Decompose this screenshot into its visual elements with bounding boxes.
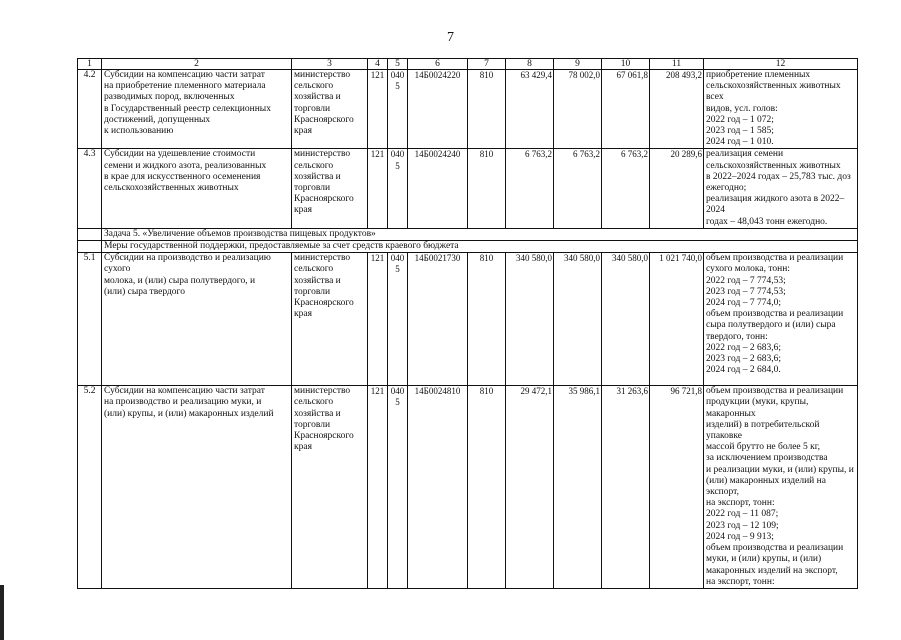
table-row bbox=[78, 386, 858, 589]
amount-2023: 35 986,1 bbox=[554, 386, 602, 589]
measure-name: Субсидии на компенсацию части затрат на производство и реализацию муки, и (или) крупы, и (или) макаронных изделий bbox=[102, 386, 292, 589]
amount-2022: 63 429,4 bbox=[506, 70, 554, 149]
task-title: Задача 5. «Увеличение объемов производства пищевых продуктов» bbox=[102, 228, 858, 240]
amount-2023: 6 763,2 bbox=[554, 149, 602, 228]
section-code: 0405 bbox=[388, 253, 408, 386]
table-row bbox=[78, 70, 858, 149]
header-cell: 9 bbox=[554, 59, 602, 70]
task-row bbox=[78, 228, 858, 240]
program-table bbox=[77, 58, 858, 589]
measure-name: Субсидии на производство и реализацию сухого молока, и (или) сыра полутвердого, и (или) сыра твердого bbox=[102, 253, 292, 386]
expense-type-code: 810 bbox=[468, 253, 506, 386]
expense-type-code: 810 bbox=[468, 149, 506, 228]
section-code: 0405 bbox=[388, 149, 408, 228]
header-cell: 6 bbox=[408, 59, 468, 70]
table-row bbox=[78, 253, 858, 386]
measure-name: Субсидии на компенсацию части затрат на приобретение племенного материала разводимых пород, включенных в Государственный реестр селекционных достижений, допущенных к использованию bbox=[102, 70, 292, 149]
header-cell: 4 bbox=[368, 59, 388, 70]
header-cell: 11 bbox=[650, 59, 704, 70]
page-number: 7 bbox=[447, 30, 454, 45]
empty-cell bbox=[78, 228, 102, 240]
expense-type-code: 810 bbox=[468, 70, 506, 149]
section-code: 0405 bbox=[388, 70, 408, 149]
grbs-code: 121 bbox=[368, 149, 388, 228]
amount-total: 1 021 740,0 bbox=[650, 253, 704, 386]
amount-2022: 29 472,1 bbox=[506, 386, 554, 589]
header-cell: 1 bbox=[78, 59, 102, 70]
amount-2022: 6 763,2 bbox=[506, 149, 554, 228]
responsible-ministry: министерство сельского хозяйства и торговли Красноярского края bbox=[292, 386, 368, 589]
target-article-code: 14Б0021730 bbox=[408, 253, 468, 386]
row-number: 4.2 bbox=[78, 70, 102, 149]
measures-row bbox=[78, 241, 858, 253]
amount-2023: 78 002,0 bbox=[554, 70, 602, 149]
header-cell: 12 bbox=[704, 59, 858, 70]
header-cell: 3 bbox=[292, 59, 368, 70]
row-number: 4.3 bbox=[78, 149, 102, 228]
target-article-code: 14Б0024240 bbox=[408, 149, 468, 228]
grbs-code: 121 bbox=[368, 386, 388, 589]
table-row bbox=[78, 149, 858, 228]
amount-total: 20 289,6 bbox=[650, 149, 704, 228]
measures-title: Меры государственной поддержки, предоставляемые за счет средств краевого бюджета bbox=[102, 241, 858, 253]
grbs-code: 121 bbox=[368, 70, 388, 149]
amount-2022: 340 580,0 bbox=[506, 253, 554, 386]
target-article-code: 14Б0024220 bbox=[408, 70, 468, 149]
header-row bbox=[78, 59, 858, 70]
responsible-ministry: министерство сельского хозяйства и торговли Красноярского края bbox=[292, 70, 368, 149]
header-cell: 2 bbox=[102, 59, 292, 70]
header-cell: 8 bbox=[506, 59, 554, 70]
empty-cell bbox=[78, 241, 102, 253]
amount-2023: 340 580,0 bbox=[554, 253, 602, 386]
amount-2024: 6 763,2 bbox=[602, 149, 650, 228]
measure-name: Субсидии на удешевление стоимости семени и жидкого азота, реализованных в крае для искусственного осеменения сельскохозяйственных животных bbox=[102, 149, 292, 228]
expected-result: объем производства и реализации продукции (муки, крупы, макаронных изделий) в потребительской упаковке массой брутто не более 5 кг, за исключением производства и реализации муки, и (или) крупы, и (или) макаронных изделий на экспорт, на экспорт, тонн: 2022 год – 11 087; 2023 год – 12 109; 2024 год – 9 913; объем производства и реализации муки, и (или) крупы, и (или) макаронных изделий на экспорт, на экспорт, тонн: bbox=[704, 386, 858, 589]
section-code: 0405 bbox=[388, 386, 408, 589]
scan-edge-mark bbox=[0, 585, 4, 640]
amount-total: 208 493,2 bbox=[650, 70, 704, 149]
responsible-ministry: министерство сельского хозяйства и торговли Красноярского края bbox=[292, 253, 368, 386]
header-cell: 10 bbox=[602, 59, 650, 70]
amount-2024: 340 580,0 bbox=[602, 253, 650, 386]
amount-total: 96 721,8 bbox=[650, 386, 704, 589]
header-cell: 7 bbox=[468, 59, 506, 70]
responsible-ministry: министерство сельского хозяйства и торговли Красноярского края bbox=[292, 149, 368, 228]
row-number: 5.2 bbox=[78, 386, 102, 589]
expected-result: реализация семени сельскохозяйственных животных в 2022–2024 годах – 25,783 тыс. доз ежегодно; реализация жидкого азота в 2022–2024 годах – 48,043 тонн ежегодно. bbox=[704, 149, 858, 228]
amount-2024: 31 263,6 bbox=[602, 386, 650, 589]
header-cell: 5 bbox=[388, 59, 408, 70]
grbs-code: 121 bbox=[368, 253, 388, 386]
expected-result: объем производства и реализации сухого молока, тонн: 2022 год – 7 774,53; 2023 год – 7 774,53; 2024 год – 7 774,0; объем производства и реализации сыра полутвердого и (или) сыра твердого, тонн: 2022 год – 2 683,6; 2023 год – 2 683,6; 2024 год – 2 684,0. bbox=[704, 253, 858, 386]
target-article-code: 14Б0024810 bbox=[408, 386, 468, 589]
amount-2024: 67 061,8 bbox=[602, 70, 650, 149]
expense-type-code: 810 bbox=[468, 386, 506, 589]
expected-result: приобретение племенных сельскохозяйственных животных всех видов, усл. голов: 2022 год – 1 072; 2023 год – 1 585; 2024 год – 1 010. bbox=[704, 70, 858, 149]
row-number: 5.1 bbox=[78, 253, 102, 386]
